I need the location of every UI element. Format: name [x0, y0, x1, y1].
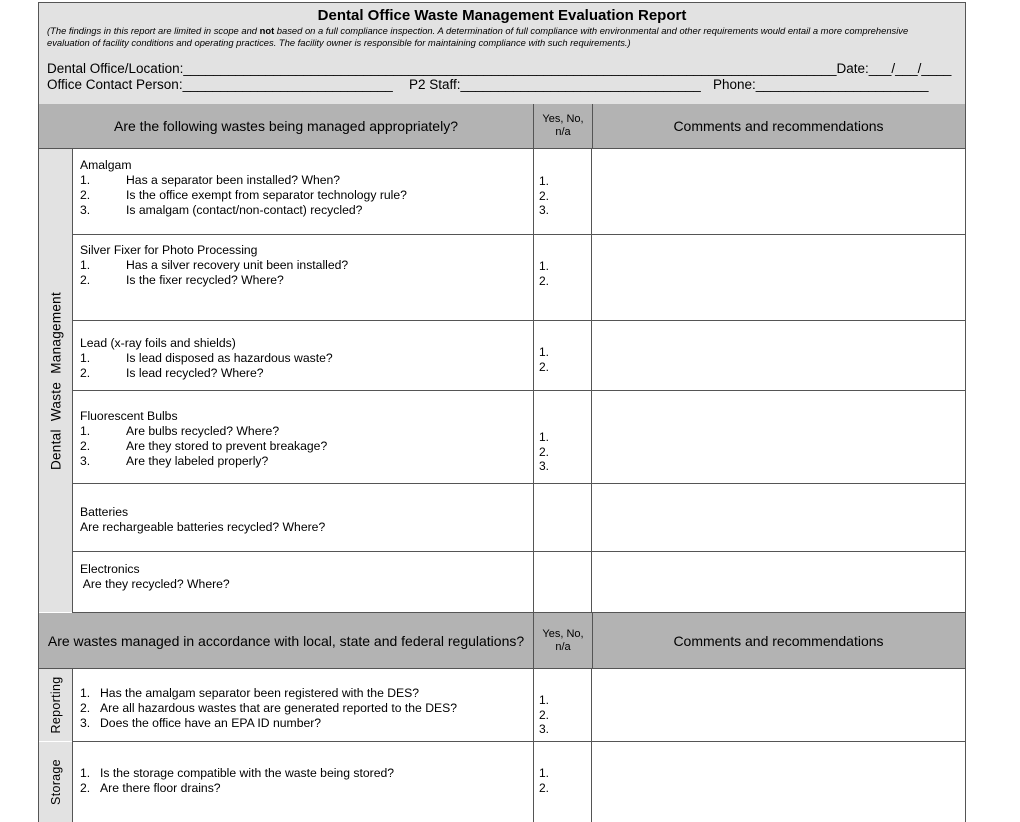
answer-cell[interactable]: [533, 484, 592, 551]
item-text: Does the office have an EPA ID number?: [100, 716, 322, 730]
question-cell: [72, 484, 534, 551]
item-number: 3.: [80, 716, 91, 730]
item-text: Are all hazardous wastes that are generated reported to the DES?: [100, 701, 458, 715]
list-item: [80, 686, 457, 701]
item-number: 2.: [80, 188, 91, 202]
item-text: Is amalgam (contact/non-contact) recycled?: [126, 203, 363, 217]
section1-comments-header: Comments and recommendations: [673, 118, 884, 134]
item-text: Has a silver recovery unit been installed?: [126, 258, 349, 272]
item-text: Is the storage compatible with the waste being stored?: [100, 766, 395, 780]
item-number: 3.: [80, 203, 91, 217]
list-item: [80, 173, 407, 188]
row-storage: [72, 742, 965, 822]
item-text: Are there floor drains?: [100, 781, 221, 795]
answer-numbers: 1. 2.: [539, 766, 550, 795]
item-number: 2.: [80, 366, 91, 380]
answer-cell[interactable]: [533, 552, 592, 612]
side-label-text: Reporting: [48, 676, 63, 734]
item-number: 1.: [80, 424, 91, 438]
item-text: Are they stored to prevent breakage?: [126, 439, 328, 453]
disclaimer-pre: (The findings in this report are limited in scope and: [47, 25, 260, 36]
p2-staff-field[interactable]: P2 Staff:________________________________: [409, 77, 701, 92]
list-item: [80, 188, 407, 203]
row-heading: Electronics: [80, 562, 140, 576]
row-heading: Fluorescent Bulbs: [80, 409, 178, 423]
list-item: [80, 273, 348, 288]
report-page: [38, 2, 966, 822]
reporting-side-label: [39, 669, 73, 741]
phone-field[interactable]: Phone:_______________________: [713, 77, 929, 92]
list-item: [80, 424, 327, 439]
dental-waste-side-label: [39, 149, 73, 612]
row-question: Are they recycled? Where?: [80, 577, 230, 591]
row-question: Are rechargeable batteries recycled? Where?: [80, 520, 326, 534]
item-number: 2.: [80, 439, 91, 453]
list-item: [80, 366, 333, 381]
report-header: [39, 2, 965, 106]
disclaimer: [47, 25, 947, 49]
list-item: [80, 454, 327, 469]
item-text: Is the office exempt from separator technology rule?: [126, 188, 407, 202]
row-batteries: [72, 484, 965, 552]
question-cell: [72, 235, 534, 320]
answer-cell[interactable]: [533, 742, 592, 822]
answer-cell[interactable]: [533, 321, 592, 390]
row-heading: Amalgam: [80, 158, 132, 172]
row-electronics: [72, 552, 965, 613]
disclaimer-bold: not: [259, 25, 275, 36]
item-text: Has a separator been installed? When?: [126, 173, 341, 187]
item-number: 2.: [80, 273, 91, 287]
answer-numbers: 1. 2.: [539, 345, 550, 374]
answer-numbers: 1. 2. 3.: [539, 174, 550, 217]
section2-header: [39, 613, 965, 669]
row-heading: Lead (x-ray foils and shields): [80, 336, 236, 350]
answer-numbers: 1. 2.: [539, 259, 550, 288]
item-number: 1.: [80, 351, 91, 365]
storage-side-label: [39, 742, 73, 822]
item-text: Is lead disposed as hazardous waste?: [126, 351, 333, 365]
side-label-text: Dental Waste Management: [48, 291, 63, 470]
section2-question: Are wastes managed in accordance with local, state and federal regulations?: [47, 632, 525, 649]
section1-yes-no-header: Yes, No, n/a: [533, 104, 593, 148]
answer-cell[interactable]: [533, 669, 592, 741]
item-number: 1.: [80, 766, 91, 780]
item-number: 2.: [80, 701, 91, 715]
answer-cell[interactable]: [533, 149, 592, 234]
list-item: [80, 781, 394, 796]
item-text: Is the fixer recycled? Where?: [126, 273, 284, 287]
section2-comments-header: Comments and recommendations: [673, 632, 884, 649]
row-lead: [72, 321, 965, 391]
item-text: Has the amalgam separator been registered with the DES?: [100, 686, 420, 700]
item-number: 1.: [80, 173, 91, 187]
question-cell: [72, 391, 534, 483]
answer-numbers: 1. 2. 3.: [539, 430, 550, 473]
list-item: [80, 716, 457, 731]
answer-cell[interactable]: [533, 391, 592, 483]
row-heading: Silver Fixer for Photo Processing: [80, 243, 258, 257]
item-text: Is lead recycled? Where?: [126, 366, 264, 380]
answer-numbers: 1. 2. 3.: [539, 693, 550, 736]
row-heading: Batteries: [80, 505, 129, 519]
item-number: 1.: [80, 258, 91, 272]
list-item: [80, 351, 333, 366]
list-item: [80, 258, 348, 273]
section2-yes-no-header: Yes, No, n/a: [533, 613, 593, 668]
list-item: [80, 439, 327, 454]
answer-cell[interactable]: [533, 235, 592, 320]
section1-question: Are the following wastes being managed appropriately?: [114, 118, 458, 134]
section1-header: [39, 104, 965, 149]
list-item: [80, 766, 394, 781]
side-label-text: Storage: [48, 759, 63, 805]
item-number: 3.: [80, 454, 91, 468]
question-cell: [72, 149, 534, 234]
item-text: Are they labeled properly?: [126, 454, 269, 468]
row-fluorescent-bulbs: [72, 391, 965, 484]
row-amalgam: [72, 149, 965, 235]
row-silver-fixer: [72, 235, 965, 321]
question-cell: [72, 669, 534, 741]
report-title: Dental Office Waste Management Evaluation Report: [317, 7, 687, 24]
item-number: 2.: [80, 781, 91, 795]
list-item: [80, 701, 457, 716]
question-cell: [72, 552, 534, 612]
question-cell: [72, 742, 534, 822]
item-text: Are bulbs recycled? Where?: [126, 424, 280, 438]
row-reporting: [72, 669, 965, 742]
item-number: 1.: [80, 686, 91, 700]
disclaimer-post: based on a full compliance inspection. A determination of full compliance with environmental and other requirements would entail a more comprehensive evaluation of facility conditions and operating practices. The facility owner is responsible for maintaining compliance with such requirements.): [47, 25, 909, 48]
question-cell: [72, 321, 534, 390]
list-item: [80, 203, 407, 218]
office-location-field[interactable]: Dental Office/Location:_______________________________________________________________________________________Date:___/___/____: [47, 61, 952, 76]
contact-person-field[interactable]: Office Contact Person:____________________________: [47, 77, 393, 92]
